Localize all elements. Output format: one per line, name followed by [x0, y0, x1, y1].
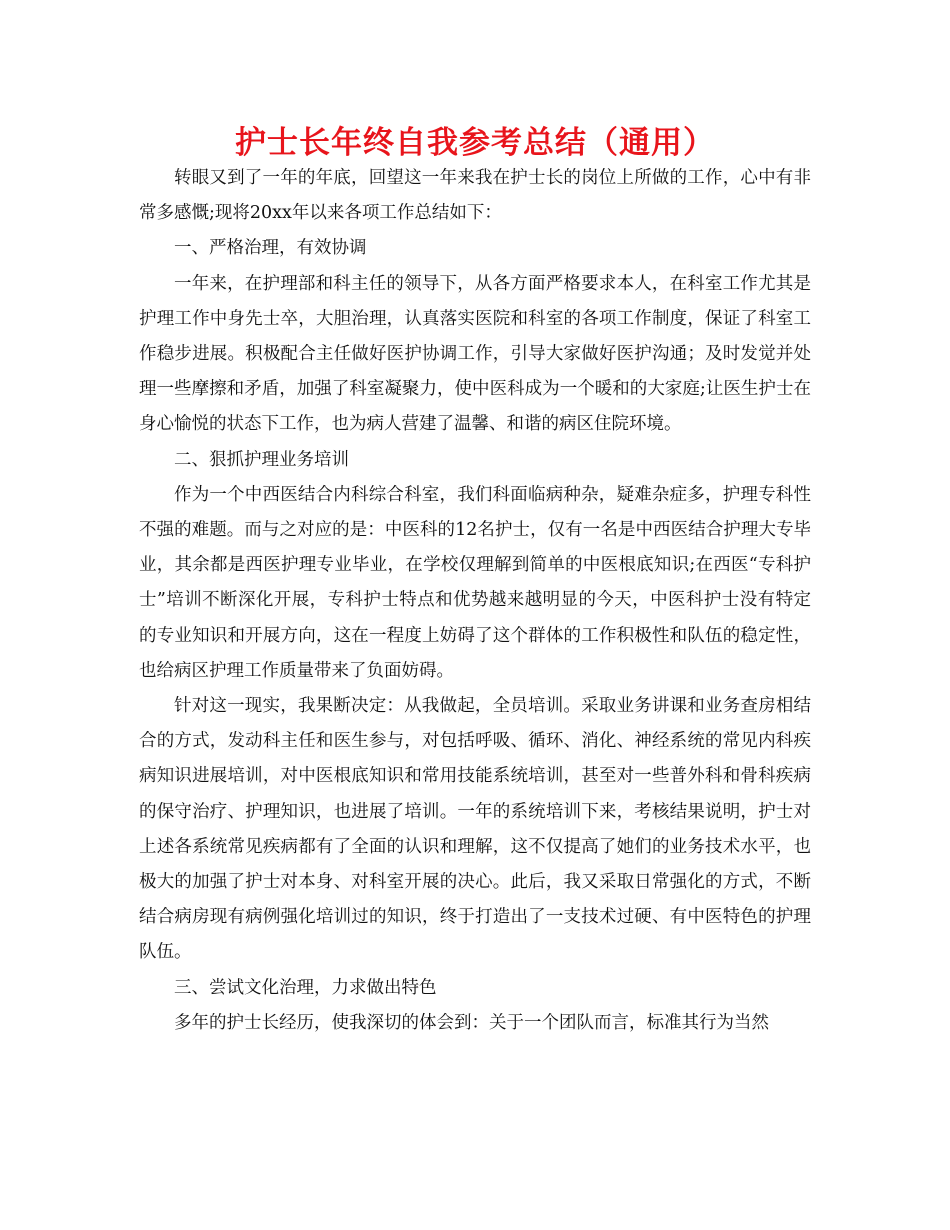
section-2-paragraph-2: 针对这一现实，我果断决定：从我做起，全员培训。采取业务讲课和业务查房相结合的方式，发动科主任和医生参与，对包括呼吸、循环、消化、神经系统的常见内科疾病知识进展培训，对中医根底知识和常用技能系统培训，甚至对一些普外科和骨科疾病的保守治疗、护理知识，也进展了培训。一年的系统培训下来，考核结果说明，护士对上述各系统常见疾病都有了全面的认识和理解，这不仅提高了她们的业务技术水平，也极大的加强了护士对本身、对科室开展的决心。此后，我又采取日常强化的方式，不断结合病房现有病例强化培训过的知识，终于打造出了一支技术过硬、有中医特色的护理队伍。: [139, 696, 811, 963]
section-heading-2: 二、狠抓护理业务培训: [174, 449, 349, 470]
intro-paragraph: 转眼又到了一年的年底，回望这一年来我在护士长的岗位上所做的工作，心中有非常多感慨;现将20xx年以来各项工作总结如下：: [139, 168, 811, 224]
section-2-paragraph-1: 作为一个中西医结合内科综合科室，我们科面临病种杂，疑难杂症多，护理专科性不强的难题。而与之对应的是：中医科的12名护士，仅有一名是中西医结合护理大专毕业，其余都是西医护理专业毕业，在学校仅理解到简单的中医根底知识;在西医“专科护士”培训不断深化开展，专科护士特点和优势越来越明显的今天，中医科护士没有特定的专业知识和开展方向，这在一程度上妨碍了这个群体的工作积极性和队伍的稳定性，也给病区护理工作质量带来了负面妨碍。: [139, 484, 811, 681]
document-title: 护士长年终自我参考总结（通用）: [235, 125, 715, 161]
section-heading-1: 一、严格治理，有效协调: [174, 238, 367, 259]
section-1-paragraph: 一年来，在护理部和科主任的领导下，从各方面严格要求本人，在科室工作尤其是护理工作中身先士卒，大胆治理，认真落实医院和科室的各项工作制度，保证了科室工作稳步进展。积极配合主任做好医护协调工作，引导大家做好医护沟通；及时发觉并处理一些摩擦和矛盾，加强了科室凝聚力，使中医科成为一个暖和的大家庭;让医生护士在身心愉悦的状态下工作，也为病人营建了温馨、和谐的病区住院环境。: [139, 273, 811, 435]
section-heading-3: 三、尝试文化治理，力求做出特色: [174, 977, 437, 998]
section-3-paragraph: 多年的护士长经历，使我深切的体会到：关于一个团队而言，标准其行为当然: [174, 1012, 769, 1033]
document-body: [139, 161, 811, 1041]
